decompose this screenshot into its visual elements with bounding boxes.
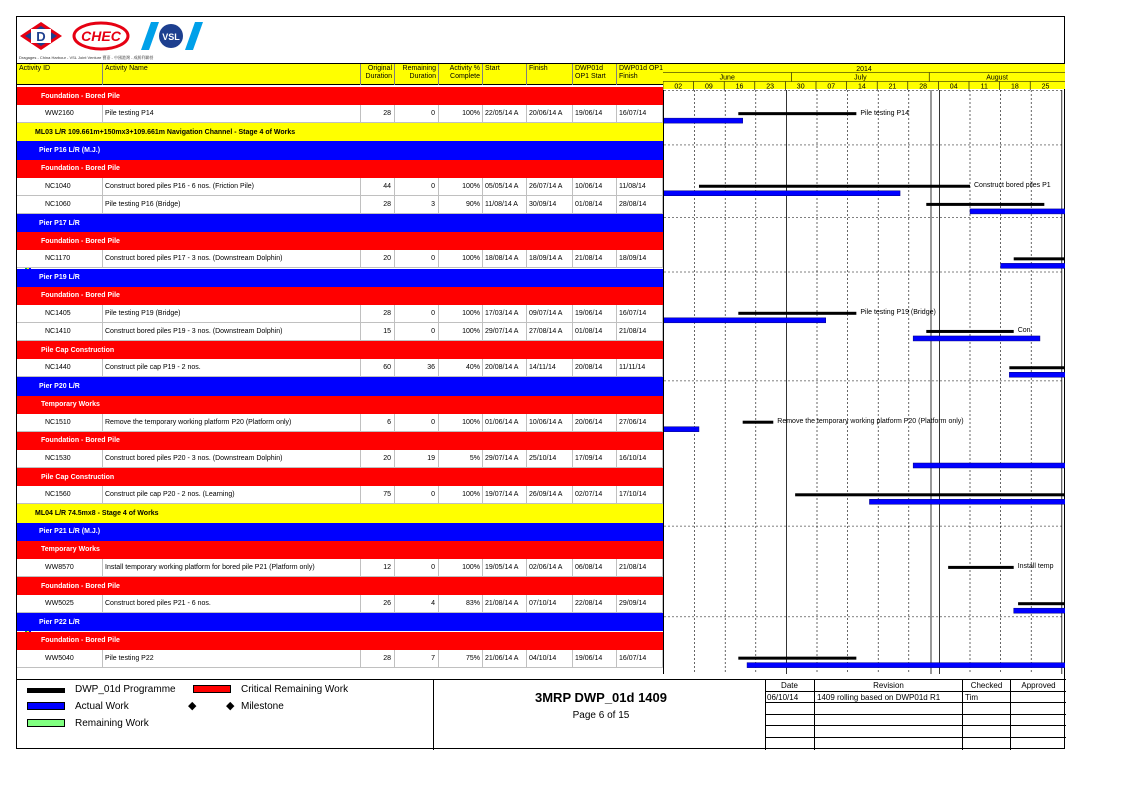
remaining-duration-cell: 7 — [395, 650, 439, 667]
dwp-finish-cell: 21/08/14 — [617, 323, 663, 340]
legend-programme-swatch — [27, 688, 65, 693]
programme-bar[interactable] — [795, 493, 1065, 496]
activity-name-cell: Install temporary working platform for bored pile P21 (Platform only) — [103, 559, 361, 576]
timescale-week: 18 — [1011, 83, 1019, 90]
programme-bar[interactable] — [1018, 602, 1065, 605]
vsl-logo — [137, 20, 207, 52]
timescale-week: 21 — [888, 83, 897, 90]
timescale-month: August — [986, 74, 1009, 82]
col-finish[interactable]: Finish — [527, 64, 573, 85]
percent-complete-cell: 100% — [439, 414, 483, 431]
dwp-start-cell: 01/08/14 — [573, 196, 617, 213]
dwp-start-cell: 20/06/14 — [573, 414, 617, 431]
revision-empty-cell — [963, 703, 1011, 715]
dwp-start-cell: 21/08/14 — [573, 250, 617, 267]
percent-complete-cell: 100% — [439, 305, 483, 322]
actual-work-bar[interactable] — [913, 336, 1040, 341]
dwp-start-cell: 22/08/14 — [573, 595, 617, 612]
activity-id-cell: NC1510 — [17, 414, 103, 431]
finish-cell: 30/09/14 — [527, 196, 573, 213]
programme-bar[interactable] — [926, 330, 1013, 333]
activity-name-cell: Remove the temporary working platform P20 (Platform only) — [103, 414, 361, 431]
wbs-band-label: ML03 L/R 109.661m+150mx3+109.661m Navigation Channel - Stage 4 of Works — [35, 128, 296, 136]
remaining-duration-cell: 0 — [395, 250, 439, 267]
remaining-duration-cell: 4 — [395, 595, 439, 612]
revision-empty-cell — [1011, 738, 1066, 750]
revision-empty-cell — [1011, 715, 1066, 727]
actual-work-bar[interactable] — [664, 318, 826, 323]
wbs-band-row[interactable] — [17, 160, 663, 178]
activity-name-cell: Construct bored piles P21 - 6 nos. — [103, 595, 361, 612]
rev-col-revision: Revision — [815, 680, 963, 692]
activity-row[interactable] — [17, 196, 663, 214]
activity-id-cell: WW5040 — [17, 650, 103, 667]
start-cell: 21/08/14 A — [483, 595, 527, 612]
percent-complete-cell: 100% — [439, 559, 483, 576]
actual-work-bar[interactable] — [869, 499, 1065, 504]
rev-col-approved: Approved — [1011, 680, 1066, 692]
finish-cell: 14/11/14 — [527, 359, 573, 376]
percent-complete-cell: 75% — [439, 650, 483, 667]
wbs-band-row[interactable] — [17, 141, 663, 159]
timescale-week: 09 — [705, 83, 713, 90]
remaining-duration-cell: 0 — [395, 178, 439, 195]
activity-name-cell: Pile testing P16 (Bridge) — [103, 196, 361, 213]
wbs-band-row[interactable] — [17, 523, 663, 541]
dwp-finish-cell: 21/08/14 — [617, 559, 663, 576]
activity-id-cell: WW2160 — [17, 105, 103, 122]
rev-col-date: Date — [765, 680, 815, 692]
timescale-week: 04 — [949, 83, 958, 90]
start-cell: 18/08/14 A — [483, 250, 527, 267]
dwp-start-cell: 19/06/14 — [573, 305, 617, 322]
wbs-band-label: Temporary Works — [41, 401, 100, 409]
programme-bar[interactable] — [738, 657, 856, 660]
finish-cell: 26/07/14 A — [527, 178, 573, 195]
timescale-month: June — [719, 74, 735, 82]
activity-row[interactable] — [17, 450, 663, 468]
finish-cell: 10/06/14 A — [527, 414, 573, 431]
timescale-week: 07 — [827, 83, 836, 90]
percent-complete-cell: 83% — [439, 595, 483, 612]
revision-table — [765, 680, 1066, 750]
wbs-band-row[interactable] — [17, 432, 663, 450]
dwp-start-cell: 20/08/14 — [573, 359, 617, 376]
wbs-band-row[interactable] — [17, 468, 663, 486]
wbs-band-row[interactable] — [17, 632, 663, 650]
actual-work-bar[interactable] — [664, 191, 900, 196]
wbs-band-row[interactable] — [17, 613, 663, 631]
dwp-finish-cell: 16/07/14 — [617, 105, 663, 122]
timescale-week: 16 — [735, 83, 744, 90]
remaining-duration-cell: 0 — [395, 559, 439, 576]
percent-complete-cell: 90% — [439, 196, 483, 213]
original-duration-cell: 28 — [361, 650, 395, 667]
activity-id-cell: NC1060 — [17, 196, 103, 213]
milestone-diamond-icon-2: ◆ — [226, 700, 235, 712]
dwp-finish-cell: 16/07/14 — [617, 305, 663, 322]
col-remaining-duration[interactable]: Remaining Duration — [395, 64, 439, 85]
wbs-band-row[interactable] — [17, 123, 663, 141]
percent-complete-cell: 100% — [439, 105, 483, 122]
timescale-week: 23 — [766, 83, 774, 90]
original-duration-cell: 15 — [361, 323, 395, 340]
start-cell: 21/06/14 A — [483, 650, 527, 667]
legend-remaining-swatch — [27, 719, 65, 727]
actual-work-bar[interactable] — [913, 463, 1065, 468]
dwp-start-cell: 01/08/14 — [573, 323, 617, 340]
original-duration-cell: 28 — [361, 105, 395, 122]
wbs-band-row[interactable] — [17, 541, 663, 559]
actual-work-bar[interactable] — [747, 663, 1065, 668]
wbs-band-label: Pier P17 L/R — [39, 219, 80, 227]
dwp-start-cell: 19/06/14 — [573, 650, 617, 667]
activity-row[interactable] — [17, 650, 663, 668]
gantt-bar-label: Construct bored piles P1 — [974, 182, 1051, 190]
remaining-duration-cell: 0 — [395, 105, 439, 122]
start-cell: 01/06/14 A — [483, 414, 527, 431]
wbs-band-label: Foundation - Bored Pile — [41, 437, 120, 445]
actual-work-bar[interactable] — [1014, 608, 1065, 613]
dwp-finish-cell: 18/09/14 — [617, 250, 663, 267]
original-duration-cell: 26 — [361, 595, 395, 612]
finish-cell: 20/06/14 A — [527, 105, 573, 122]
activity-row[interactable] — [17, 559, 663, 577]
remaining-duration-cell: 19 — [395, 450, 439, 467]
legend-actual-label: Actual Work — [75, 701, 129, 712]
gantt-body — [663, 90, 1065, 674]
activity-row[interactable] — [17, 323, 663, 341]
start-cell: 19/07/14 A — [483, 486, 527, 503]
revision-empty-cell — [1011, 726, 1066, 738]
original-duration-cell: 60 — [361, 359, 395, 376]
col-start[interactable]: Start — [483, 64, 527, 85]
activity-row[interactable] — [17, 105, 663, 123]
col-percent-complete[interactable]: Activity % Complete — [439, 64, 483, 85]
activity-row[interactable] — [17, 486, 663, 504]
schedule-page — [16, 16, 1065, 749]
logo-caption: Dragages - China Harbour - VSL Joint Venture 寶嘉 - 中國港灣 - 威勝利聯營 — [19, 55, 154, 60]
start-cell: 22/05/14 A — [483, 105, 527, 122]
original-duration-cell: 20 — [361, 250, 395, 267]
rev-entry-approved — [1011, 692, 1066, 704]
col-activity-name[interactable]: Activity Name — [103, 64, 361, 85]
start-cell: 17/03/14 A — [483, 305, 527, 322]
original-duration-cell: 6 — [361, 414, 395, 431]
gantt-bar-label: Pile testing P14 — [860, 109, 909, 117]
vsl-logo-text: VSL — [162, 32, 180, 42]
activity-id-cell: WW8570 — [17, 559, 103, 576]
timescale-week: 28 — [919, 83, 927, 90]
revision-empty-cell — [765, 726, 815, 738]
legend-milestone-label: Milestone — [241, 701, 284, 712]
wbs-band-label: Foundation - Bored Pile — [41, 165, 120, 173]
activity-id-cell: NC1410 — [17, 323, 103, 340]
wbs-band-label: Foundation - Bored Pile — [41, 582, 120, 590]
activity-row[interactable] — [17, 359, 663, 377]
remaining-duration-cell: 36 — [395, 359, 439, 376]
gantt-bar-label: Pile testing P19 (Bridge) — [860, 309, 936, 317]
revision-empty-cell — [815, 715, 963, 727]
table-header — [17, 63, 663, 85]
legend-programme-label: DWP_01d Programme — [75, 684, 176, 695]
percent-complete-cell: 100% — [439, 250, 483, 267]
actual-work-bar[interactable] — [970, 209, 1065, 214]
finish-cell: 04/10/14 — [527, 650, 573, 667]
logo-header — [17, 17, 1066, 63]
activity-name-cell: Pile testing P19 (Bridge) — [103, 305, 361, 322]
page-footer — [17, 679, 1066, 750]
legend-critical-label: Critical Remaining Work — [241, 684, 349, 695]
activity-name-cell: Construct bored piles P17 - 3 nos. (Downstream Dolphin) — [103, 250, 361, 267]
activity-id-cell: NC1170 — [17, 250, 103, 267]
rev-col-checked: Checked — [963, 680, 1011, 692]
activity-id-cell: NC1405 — [17, 305, 103, 322]
programme-bar[interactable] — [948, 566, 1014, 569]
timescale-week: 25 — [1041, 83, 1050, 90]
wbs-band-row[interactable] — [17, 287, 663, 305]
activity-row[interactable] — [17, 305, 663, 323]
actual-work-bar[interactable] — [1009, 372, 1065, 377]
finish-cell: 02/06/14 A — [527, 559, 573, 576]
dwp-start-cell: 10/06/14 — [573, 178, 617, 195]
programme-bar[interactable] — [1014, 257, 1065, 260]
start-cell: 20/08/14 A — [483, 359, 527, 376]
remaining-duration-cell: 0 — [395, 323, 439, 340]
start-cell: 29/07/14 A — [483, 450, 527, 467]
timescale-week: 11 — [980, 83, 988, 90]
programme-bar[interactable] — [738, 312, 856, 315]
wbs-band-label: Foundation - Bored Pile — [41, 637, 120, 645]
remaining-duration-cell: 0 — [395, 414, 439, 431]
finish-cell: 18/09/14 A — [527, 250, 573, 267]
dwp-start-cell: 06/08/14 — [573, 559, 617, 576]
col-original-duration[interactable]: Original Duration — [361, 64, 395, 85]
finish-cell: 25/10/14 — [527, 450, 573, 467]
activity-name-cell: Construct bored piles P20 - 3 nos. (Downstream Dolphin) — [103, 450, 361, 467]
milestone-diamond-icon: ◆ — [188, 700, 197, 712]
original-duration-cell: 12 — [361, 559, 395, 576]
col-dwp-start[interactable]: DWP01d OP1 Start — [573, 64, 617, 85]
dwp-finish-cell: 11/08/14 — [617, 178, 663, 195]
activity-row[interactable] — [17, 595, 663, 613]
wbs-band-label: Pile Cap Construction — [41, 346, 115, 354]
wbs-band-label: Pier P19 L/R — [39, 274, 80, 282]
timescale-year: 2014 — [856, 66, 872, 73]
legend-critical-swatch — [193, 685, 231, 693]
gantt-bar-label: Install temp — [1017, 563, 1054, 571]
col-activity-id[interactable]: Activity ID — [17, 64, 103, 85]
original-duration-cell: 44 — [361, 178, 395, 195]
activity-id-cell: NC1530 — [17, 450, 103, 467]
wbs-band-label: ML04 L/R 74.5mx8 - Stage 4 of Works — [35, 510, 159, 517]
revision-empty-cell — [963, 726, 1011, 738]
timescale-month: July — [854, 74, 867, 82]
percent-complete-cell: 100% — [439, 323, 483, 340]
wbs-band-row[interactable] — [17, 232, 663, 250]
wbs-band-label: Foundation - Bored Pile — [41, 92, 120, 100]
original-duration-cell: 28 — [361, 196, 395, 213]
revision-empty-cell — [963, 715, 1011, 727]
dragages-logo — [19, 21, 63, 51]
dwp-finish-cell: 29/09/14 — [617, 595, 663, 612]
page-number: Page 6 of 15 — [572, 710, 630, 721]
programme-bar[interactable] — [1009, 366, 1065, 369]
chec-logo — [72, 19, 130, 53]
original-duration-cell: 28 — [361, 305, 395, 322]
wbs-band-label: Temporary Works — [41, 546, 100, 554]
remaining-duration-cell: 0 — [395, 486, 439, 503]
percent-complete-cell: 5% — [439, 450, 483, 467]
revision-empty-cell — [765, 738, 815, 750]
finish-cell: 27/08/14 A — [527, 323, 573, 340]
programme-bar[interactable] — [738, 112, 856, 115]
dwp-finish-cell: 28/08/14 — [617, 196, 663, 213]
activity-row[interactable] — [17, 250, 663, 268]
wbs-band-row[interactable] — [17, 269, 663, 287]
wbs-band-label: Pile Cap Construction — [41, 473, 115, 481]
original-duration-cell: 20 — [361, 450, 395, 467]
remaining-duration-cell: 0 — [395, 305, 439, 322]
timescale-week: 14 — [858, 83, 866, 90]
rev-entry-date: 06/10/14 — [765, 692, 815, 704]
wbs-band-row[interactable] — [17, 504, 663, 522]
wbs-band-label: Foundation - Bored Pile — [41, 237, 120, 245]
wbs-band-row[interactable] — [17, 577, 663, 595]
wbs-band-row[interactable] — [17, 214, 663, 232]
actual-work-bar[interactable] — [664, 118, 743, 123]
start-cell: 19/05/14 A — [483, 559, 527, 576]
activity-name-cell: Construct pile cap P19 - 2 nos. — [103, 359, 361, 376]
start-cell: 29/07/14 A — [483, 323, 527, 340]
dwp-finish-cell: 16/07/14 — [617, 650, 663, 667]
finish-cell: 07/10/14 — [527, 595, 573, 612]
revision-empty-cell — [1011, 703, 1066, 715]
programme-bar[interactable] — [699, 185, 970, 188]
rev-entry-revision: 1409 rolling based on DWP01d R1 — [815, 692, 963, 704]
activity-id-cell: NC1440 — [17, 359, 103, 376]
revision-empty-cell — [815, 726, 963, 738]
wbs-band-label: Pier P20 L/R — [39, 382, 80, 390]
wbs-band-label: Pier P22 L/R — [39, 618, 80, 626]
activity-row[interactable] — [17, 178, 663, 196]
gantt-bar-label: Remove the temporary working platform P20 (Platform only) — [777, 418, 964, 426]
revision-empty-cell — [765, 703, 815, 715]
rev-entry-checked: Tim — [963, 692, 1011, 704]
activity-id-cell: WW5025 — [17, 595, 103, 612]
actual-work-bar[interactable] — [1001, 263, 1065, 268]
dragages-logo-text: D — [36, 29, 46, 44]
wbs-band-row[interactable] — [17, 341, 663, 359]
legend-actual-swatch — [27, 702, 65, 710]
revision-empty-cell — [815, 703, 963, 715]
start-cell: 05/05/14 A — [483, 178, 527, 195]
actual-work-bar[interactable] — [664, 427, 699, 432]
programme-bar[interactable] — [743, 421, 774, 424]
dwp-finish-cell: 16/10/14 — [617, 450, 663, 467]
percent-complete-cell: 40% — [439, 359, 483, 376]
activity-row[interactable] — [17, 414, 663, 432]
wbs-band-row[interactable] — [17, 377, 663, 395]
report-title: 3MRP DWP_01d 1409 — [535, 690, 667, 705]
timescale-week: 30 — [796, 83, 805, 90]
gantt-timescale — [663, 63, 1065, 89]
activity-id-cell: NC1560 — [17, 486, 103, 503]
activity-name-cell: Construct bored piles P16 - 6 nos. (Friction Pile) — [103, 178, 361, 195]
activity-name-cell: Pile testing P14 — [103, 105, 361, 122]
wbs-band-row[interactable] — [17, 87, 663, 105]
percent-complete-cell: 100% — [439, 178, 483, 195]
dwp-finish-cell: 17/10/14 — [617, 486, 663, 503]
chec-logo-text: CHEC — [81, 28, 121, 44]
col-dwp-finish[interactable]: DWP01d OP1 Finish — [619, 65, 663, 80]
timescale-week: 02 — [674, 83, 683, 90]
programme-bar[interactable] — [926, 203, 1044, 206]
dwp-finish-cell: 11/11/14 — [617, 359, 663, 376]
revision-empty-cell — [815, 738, 963, 750]
wbs-band-label: Pier P21 L/R (M.J.) — [39, 528, 101, 536]
revision-empty-cell — [963, 738, 1011, 750]
original-duration-cell: 75 — [361, 486, 395, 503]
remaining-duration-cell: 3 — [395, 196, 439, 213]
dwp-start-cell: 19/06/14 — [573, 105, 617, 122]
gantt-bar-label: Con — [1017, 327, 1031, 335]
dwp-start-cell: 17/09/14 — [573, 450, 617, 467]
wbs-band-label: Foundation - Bored Pile — [41, 292, 120, 300]
finish-cell: 26/09/14 A — [527, 486, 573, 503]
start-cell: 11/08/14 A — [483, 196, 527, 213]
finish-cell: 09/07/14 A — [527, 305, 573, 322]
dwp-finish-cell: 27/06/14 — [617, 414, 663, 431]
activity-id-cell: NC1040 — [17, 178, 103, 195]
dwp-start-cell: 02/07/14 — [573, 486, 617, 503]
wbs-band-label: Pier P16 L/R (M.J.) — [39, 147, 101, 154]
activity-name-cell: Pile testing P22 — [103, 650, 361, 667]
legend-remaining-label: Remaining Work — [75, 718, 149, 729]
wbs-band-row[interactable] — [17, 396, 663, 414]
activity-name-cell: Construct bored piles P19 - 3 nos. (Downstream Dolphin) — [103, 323, 361, 340]
percent-complete-cell: 100% — [439, 486, 483, 503]
activity-name-cell: Construct pile cap P20 - 2 nos. (Learning) — [103, 486, 361, 503]
revision-empty-cell — [765, 715, 815, 727]
